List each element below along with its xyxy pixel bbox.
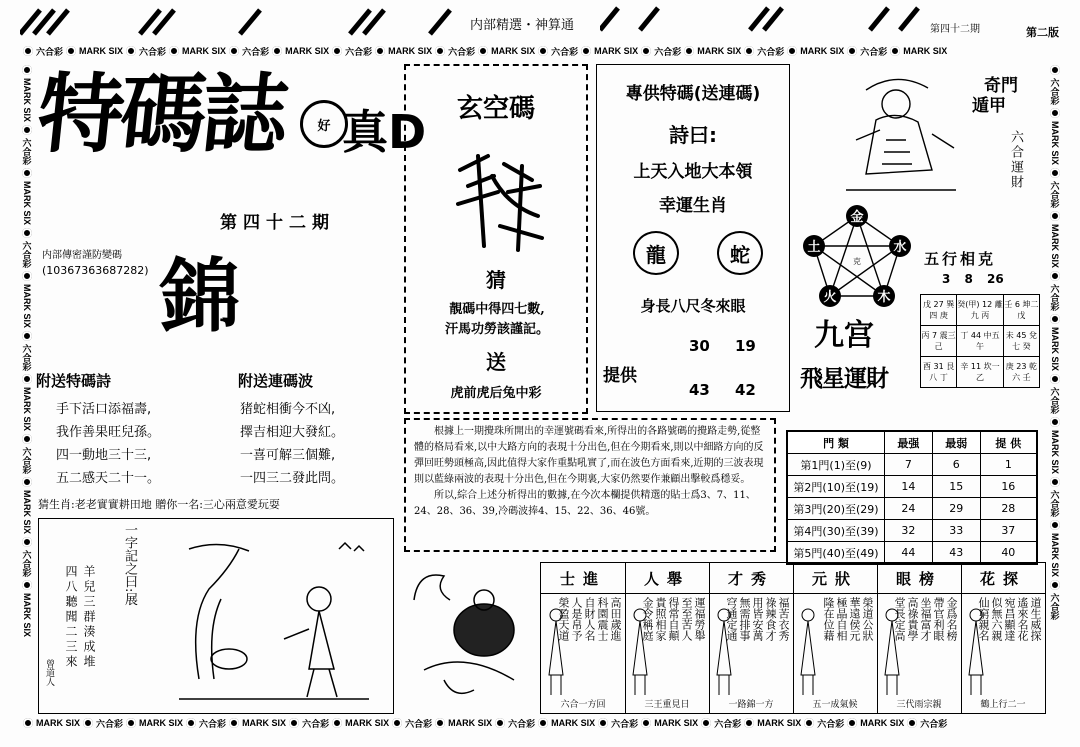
table-cell: 43 xyxy=(932,542,980,565)
secret-label: 内部傳密謹防變碼 xyxy=(42,250,122,261)
riddle-column: 四八聽聞二三來 xyxy=(64,565,78,670)
jiugong-title: 九宫 xyxy=(814,318,874,353)
poem-left xyxy=(56,398,160,490)
secret-code: (10367363687282) xyxy=(42,264,149,277)
star-column xyxy=(961,563,1045,713)
table-row xyxy=(787,454,1037,476)
star-text: 榮道公狀 華遠侯元 極晶自相 隆在位藉 xyxy=(822,597,874,641)
verse-line: 靚碼中得四七數, xyxy=(449,302,545,317)
grid-cell: 癸(甲) 12 離九 丙 xyxy=(957,295,1004,326)
star-title: 花探 xyxy=(961,563,1045,594)
special-number: 19 xyxy=(735,337,756,355)
grid-cell: 未 45 兌七 癸 xyxy=(1003,326,1039,357)
special-poem-line: 上天入地大本領 xyxy=(633,162,753,182)
grid-cell: 酉 31 艮八 丁 xyxy=(921,357,957,388)
jiugong-grid xyxy=(920,294,1040,388)
provide-label: 提供 xyxy=(603,366,637,386)
table-cell: 32 xyxy=(885,520,933,542)
special-number: 42 xyxy=(735,381,756,399)
header-cell: 門 類 xyxy=(787,431,885,454)
deity-illustration xyxy=(836,70,966,200)
table-cell: 28 xyxy=(980,498,1037,520)
star-text: 高田歲進 科園震士 自財人名 人是帛予 榮盈天道 xyxy=(557,597,622,641)
poem-right-line: 一四三二發此問。 xyxy=(240,471,345,486)
badge-icon: 好 xyxy=(317,118,331,134)
wuxing-title: 五行相克 xyxy=(924,250,997,268)
grid-cell: 壬 6 坤二 戊 xyxy=(1003,295,1039,326)
xuankong-panel xyxy=(404,64,588,414)
special-panel xyxy=(596,64,790,412)
element-center: 克 xyxy=(853,257,861,266)
border-text: MARK SIX xyxy=(79,46,124,56)
table-row xyxy=(787,520,1037,542)
star-footer: 三王重見日 xyxy=(644,700,690,710)
header-scribble-right xyxy=(600,4,920,34)
star-title: 人舉 xyxy=(625,563,709,594)
table-cell: 24 xyxy=(885,498,933,520)
poem-left-line: 四一動地三十三, xyxy=(56,448,152,463)
riddle-panel xyxy=(38,518,394,714)
poem-right-line: 一喜可解三個難, xyxy=(240,448,336,463)
poem-left-line: 手下活口添福壽, xyxy=(56,402,152,417)
table-row xyxy=(787,498,1037,520)
star-footer: 一路錦一方 xyxy=(728,700,774,710)
table-cell: 37 xyxy=(980,520,1037,542)
table-cell: 第3門(20)至(29) xyxy=(787,498,885,520)
masthead-title-tail: 真D xyxy=(342,105,427,159)
poem-right-line: 擇吉相迎大發紅。 xyxy=(240,425,345,440)
zodiac-snake: 蛇 xyxy=(717,231,763,275)
article-paragraph: 所以,綜合上述分析得出的數據,在今次本欄提供精選的貼士爲3、7、11、24、28、36、39,冷碼波捧4、15、22、36、46號。 xyxy=(414,490,756,517)
poem-right xyxy=(240,398,344,490)
special-header: 專供特碼(送連碼) xyxy=(625,84,761,104)
article-paragraph: 根據上一期攪珠所開出的幸運號碼看來,所得出的各路號碼的攪路走勢,從整體的格局看來,以中大路方向的表現十分出色,但在今期看來,則以中細路方向的反彈回旺勢頭極高,因此值得大家作重點吼實了,而在波色方面看來,近期的三波表現則以藍綠兩波的表現十分出色,但在今期裏,大家仍然要作兼顧出擊較爲穩妥。 xyxy=(414,426,764,485)
lucky-zodiac-label: 幸運生肖 xyxy=(659,196,727,216)
element-water: 水 xyxy=(893,240,907,255)
star-title: 士進 xyxy=(541,563,625,594)
header-cell: 最强 xyxy=(885,431,933,454)
top-border-strip: 六合彩 MARK SIX 六合彩 MARK SIX 六合彩 MARK SIX 六合彩 MARK SIX 六合彩 MARK SIX 六合彩 MARK SIX 六合彩 MARK SIX 六合彩 MARK SIX 六合彩 MARK SIX xyxy=(20,42,1070,60)
edition-label: 第二版 xyxy=(1026,26,1059,39)
star-title: 才秀 xyxy=(709,563,793,594)
guess-line: 猜生肖:老老實實耕田地 贈你一名:三心兩意愛玩耍 xyxy=(38,498,280,511)
analysis-article xyxy=(404,418,776,552)
star-column xyxy=(709,563,794,713)
table-cell: 33 xyxy=(932,520,980,542)
issue-top: 第四十二期 xyxy=(930,24,980,35)
xuankong-send: 送 xyxy=(486,350,506,374)
lucky-god-illustration xyxy=(404,560,536,710)
table-cell: 15 xyxy=(932,476,980,498)
bottom-border-strip: MARK SIX 六合彩 MARK SIX 六合彩 MARK SIX 六合彩 MARK SIX 六合彩 MARK SIX 六合彩 MARK SIX 六合彩 MARK SIX 六合彩 MARK SIX 六合彩 MARK SIX 六合彩 xyxy=(20,714,1070,732)
grid-cell: 戊 27 巽四 庚 xyxy=(921,295,957,326)
xuankong-verse xyxy=(412,300,582,340)
big-character: 錦 xyxy=(160,249,240,343)
table-cell: 第2門(10)至(19) xyxy=(787,476,885,498)
table-cell: 6 xyxy=(932,454,980,476)
table-cell: 第4門(30)至(39) xyxy=(787,520,885,542)
star-footer: 五一成氣候 xyxy=(812,700,858,710)
star-footer: 鶴上行二一 xyxy=(980,700,1026,710)
star-column xyxy=(793,563,878,713)
top-center-title: 内部精選・神算通 xyxy=(470,18,575,33)
grid-cell: 丁 44 中五 午 xyxy=(957,326,1004,357)
right-border-strip: 六合彩 MARK SIX 六合彩 MARK SIX 六合彩 MARK SIX 六合彩 MARK SIX 六合彩 MARK SIX 六合彩 xyxy=(1046,62,1064,712)
table-cell: 14 xyxy=(885,476,933,498)
masthead-title: 特碼誌 xyxy=(32,65,290,165)
table-cell: 16 xyxy=(980,476,1037,498)
star-text: 金爲名榜 帶官利眼 坐福富才 高祿貴學 堂長定高 xyxy=(893,597,958,641)
sage-illustration xyxy=(159,529,379,709)
riddle-signature: 曾道人 xyxy=(44,659,54,686)
table-cell: 29 xyxy=(932,498,980,520)
poem-left-line: 五二感天二十一。 xyxy=(56,471,161,486)
poem-left-line: 我作善果旺兒孫。 xyxy=(56,425,161,440)
special-number: 30 xyxy=(689,337,710,355)
star-column xyxy=(541,563,626,713)
element-wood: 木 xyxy=(877,290,891,305)
feixing-label: 飛星運財 xyxy=(800,365,888,392)
zodiac-dragon: 龍 xyxy=(633,231,679,275)
star-footer: 六合一方回 xyxy=(560,700,606,710)
border-logo: 六合彩 xyxy=(36,46,64,57)
star-title: 元狀 xyxy=(793,563,877,594)
qimen-title-a: 奇門 xyxy=(984,76,1018,96)
table-cell: 40 xyxy=(980,542,1037,565)
header-cell: 最弱 xyxy=(932,431,980,454)
table-row xyxy=(787,476,1037,498)
table-cell: 第5門(40)至(49) xyxy=(787,542,885,565)
table-cell: 第1門(1)至(9) xyxy=(787,454,885,476)
special-number: 43 xyxy=(689,381,710,399)
star-text: 福苦衣秀 祿辣食才 用皆安萬 無需排事 穹通定通 xyxy=(725,597,790,641)
star-text: 道生威探 遙來名花 宛昌顯達 似無六親 仙窮親名 xyxy=(977,597,1042,641)
grid-cell: 庚 23 乾六 壬 xyxy=(1003,357,1039,388)
poem-left-title: 附送特碼詩 xyxy=(36,372,112,390)
table-row xyxy=(787,542,1037,565)
mystery-glyph xyxy=(448,146,548,256)
figure-icon xyxy=(797,605,819,697)
masthead-badge xyxy=(300,100,348,148)
qimen-panel xyxy=(796,64,1042,410)
grid-cell: 辛 11 坎一 乙 xyxy=(957,357,1004,388)
special-riddle: 身長八尺冬來眼 xyxy=(640,297,746,315)
verse-line: 汗馬功勞該謹記。 xyxy=(444,322,549,337)
table-cell: 7 xyxy=(885,454,933,476)
poem-right-title: 附送連碼波 xyxy=(238,372,314,390)
left-border-strip: MARK SIX 六合彩 MARK SIX 六合彩 MARK SIX 六合彩 MARK SIX 六合彩 MARK SIX 六合彩 MARK SIX xyxy=(18,62,36,712)
qimen-title xyxy=(972,76,1018,116)
wuxing-numbers: 3 8 26 xyxy=(942,272,1004,286)
star-column xyxy=(625,563,710,713)
header-cell: 提 供 xyxy=(980,431,1037,454)
element-earth: 土 xyxy=(807,240,821,255)
star-panel xyxy=(540,562,1046,714)
riddle-column: 羊兒三群湊成堆 xyxy=(82,565,96,670)
header-scribble xyxy=(20,4,460,38)
riddle-column: 一字記之曰:展 xyxy=(122,523,137,606)
xuankong-title: 玄空碼 xyxy=(456,94,535,124)
table-cell: 44 xyxy=(885,542,933,565)
qimen-title-b: 遁甲 xyxy=(972,96,1006,116)
star-title: 眼榜 xyxy=(877,563,961,594)
table-cell: 1 xyxy=(980,454,1037,476)
star-text: 運福勞舉 至至苦人 得常自顛 貴照相家 金令稱庭 xyxy=(641,597,706,641)
wuxing-pentagon xyxy=(802,204,912,312)
grid-cell: 丙 7 震三 己 xyxy=(921,326,957,357)
qimen-subtitle: 六合運財 xyxy=(1008,130,1023,190)
special-poem-label: 詩曰: xyxy=(669,123,717,147)
element-metal: 金 xyxy=(850,210,864,225)
xuankong-guess: 猜 xyxy=(486,268,506,292)
masthead-issue: 第四十二期 xyxy=(220,213,335,233)
poem-right-line: 猪蛇相衝今不凶, xyxy=(240,402,336,417)
element-fire: 火 xyxy=(823,290,837,305)
star-footer: 三代雨宗親 xyxy=(896,700,942,710)
gate-table xyxy=(786,430,1038,565)
star-column xyxy=(877,563,962,713)
xuankong-send-line: 虎前虎后兔中彩 xyxy=(450,386,542,401)
